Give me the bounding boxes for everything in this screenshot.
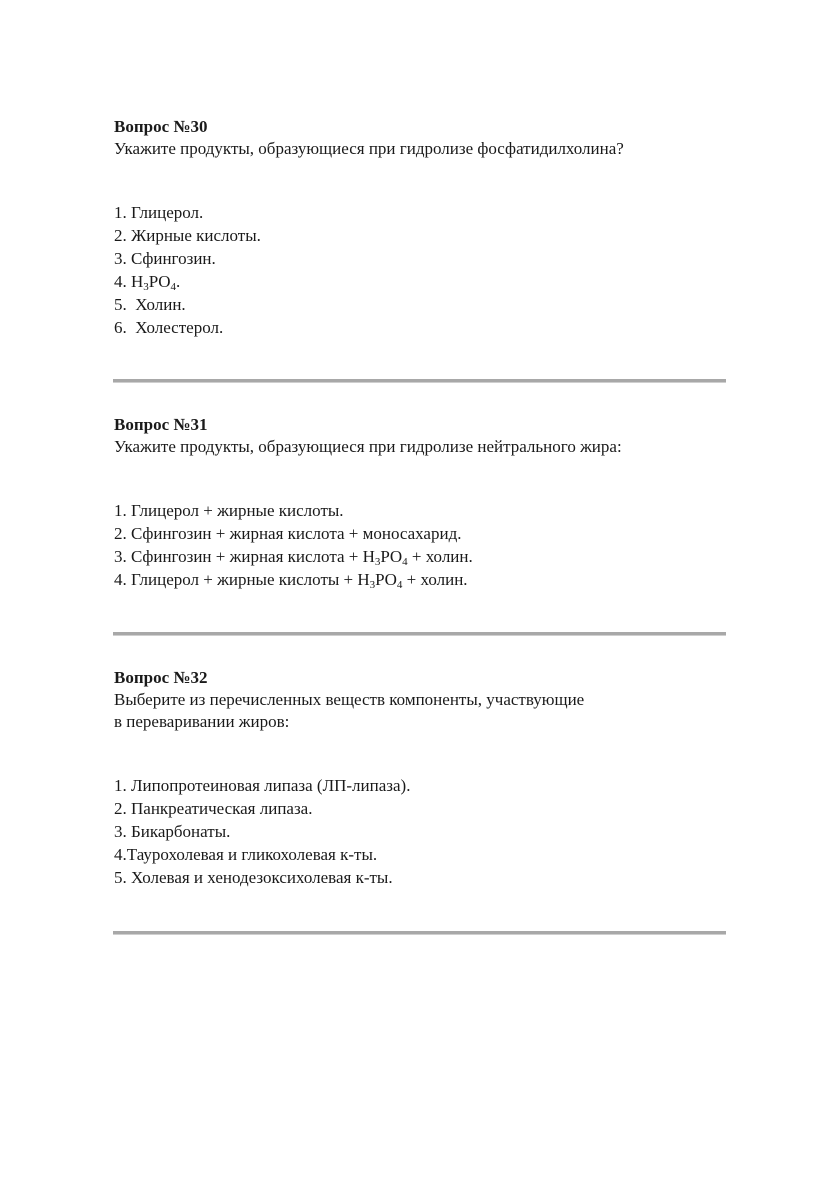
- divider: [113, 931, 726, 935]
- question-title: Вопрос №32: [114, 668, 208, 687]
- answer-text: 4.Таурохолевая и гликохолевая к-ты.: [114, 845, 378, 864]
- question-31: [114, 414, 726, 591]
- subscript: 3: [374, 556, 381, 568]
- answer-text: + холин.: [407, 547, 473, 566]
- answer-text: 1. Липопротеиновая липаза (ЛП-липаза).: [114, 776, 411, 795]
- answer-text: 2. Жирные кислоты.: [114, 226, 261, 245]
- question-32: [114, 667, 726, 889]
- question-text-line: в переваривании жиров:: [114, 712, 290, 731]
- subscript: 4: [170, 281, 177, 293]
- question-text-line: Укажите продукты, образующиеся при гидролизе нейтрального жира:: [114, 437, 622, 456]
- question-text: [114, 436, 726, 458]
- answer-option: [114, 797, 726, 820]
- answer-option: [114, 843, 726, 866]
- answer-text: PO: [375, 570, 397, 589]
- answer-text: 1. Глицерол + жирные кислоты.: [114, 501, 344, 520]
- divider: [113, 379, 726, 383]
- answer-option: [114, 866, 726, 889]
- answer-list: [114, 774, 726, 889]
- answer-option: [114, 201, 726, 224]
- answer-option: [114, 774, 726, 797]
- subscript: 3: [143, 281, 149, 293]
- answer-option: [114, 270, 726, 293]
- answer-list: [114, 201, 726, 339]
- answer-text: PO: [148, 272, 171, 291]
- answer-text: 3. Сфингозин.: [114, 249, 216, 268]
- answer-option: [114, 568, 726, 591]
- answer-list: [114, 499, 726, 591]
- answer-text: .: [176, 272, 181, 291]
- answer-text: 3. Сфингозин + жирная кислота + H: [114, 547, 375, 566]
- answer-text: 5. Холевая и хенодезоксихолевая к-ты.: [114, 868, 393, 887]
- answer-text: + холин.: [402, 570, 468, 589]
- answer-text: PO: [380, 547, 403, 566]
- question-30: [114, 116, 726, 339]
- answer-text: 4. H: [114, 272, 144, 291]
- answer-text: 6. Холестерол.: [114, 318, 224, 337]
- answer-option: [114, 820, 726, 843]
- answer-option: [114, 499, 726, 522]
- subscript: 3: [369, 579, 376, 591]
- answer-option: [114, 224, 726, 247]
- question-text-line: Выберите из перечисленных веществ компоненты, участвующие: [114, 690, 585, 709]
- question-title: Вопрос №31: [114, 415, 208, 434]
- answer-text: 4. Глицерол + жирные кислоты + H: [114, 570, 370, 589]
- answer-option: [114, 545, 726, 568]
- answer-option: [114, 522, 726, 545]
- answer-text: 2. Сфингозин + жирная кислота + моносахарид.: [114, 524, 462, 543]
- question-title: Вопрос №30: [114, 117, 208, 136]
- subscript: 4: [396, 579, 403, 591]
- answer-text: 3. Бикарбонаты.: [114, 822, 231, 841]
- answer-option: [114, 247, 726, 270]
- answer-text: 5. Холин.: [114, 295, 186, 314]
- question-text-line: Укажите продукты, образующиеся при гидролизе фосфатидилхолина?: [114, 139, 624, 158]
- divider: [113, 632, 726, 636]
- question-text: [114, 138, 726, 160]
- answer-text: 1. Глицерол.: [114, 203, 204, 222]
- answer-option: [114, 316, 726, 339]
- answer-text: 2. Панкреатическая липаза.: [114, 799, 313, 818]
- question-text: [114, 689, 726, 733]
- answer-option: [114, 293, 726, 316]
- subscript: 4: [402, 556, 408, 568]
